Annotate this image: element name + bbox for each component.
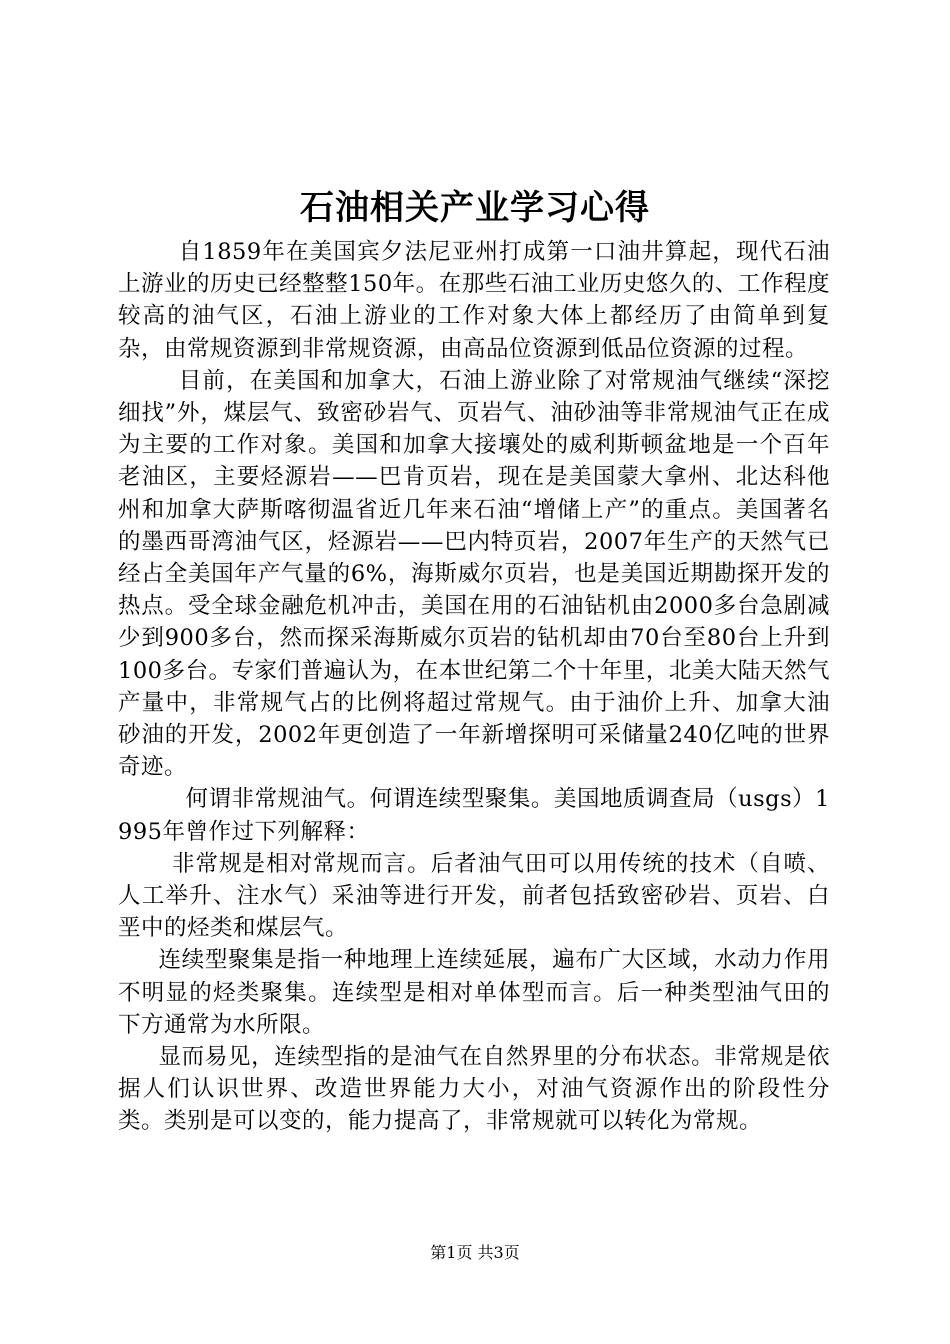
paragraph-5: 连续型聚集是指一种地理上连续延展，遍布广大区域，水动力作用不明显的烃类聚集。连续型是相对单体型而言。后一种类型油气田的下方通常为水所限。 (118, 947, 830, 1038)
page-number-footer: 第1页 共3页 (430, 1243, 520, 1262)
paragraph-3: 何谓非常规油气。何谓连续型聚集。美国地质调查局（usgs）1995年曾作过下列解释： (118, 786, 830, 845)
paragraph-4: 非常规是相对常规而言。后者油气田可以用传统的技术（自喷、人工举升、注水气）采油等进行开发，前者包括致密砂岩、页岩、白垩中的烃类和煤层气。 (118, 850, 830, 942)
document-body (118, 236, 830, 1138)
paragraph-6: 显而易见，连续型指的是油气在自然界里的分布状态。非常规是依据人们认识世界、改造世界能力大小，对油气资源作出的阶段性分类。类别是可以变的，能力提高了，非常规就可以转化为常规。 (118, 1044, 830, 1135)
document-title: 石油相关产业学习心得 (300, 188, 650, 228)
paragraph-2: 目前，在美国和加拿大，石油上游业除了对常规油气继续“深挖细找”外，煤层气、致密砂岩气、页岩气、油砂油等非常规油气正在成为主要的工作对象。美国和加拿大接壤处的威利斯顿盆地是一个百年老油区，主要烃源岩——巴肯页岩，现在是美国蒙大拿州、北达科他州和加拿大萨斯喀彻温省近几年来石油“增储上产”的重点。美国著名的墨西哥湾油气区，烃源岩——巴内特页岩，2007年生产的天然气已经占全美国年产气量的6%，海斯威尔页岩，也是美国近期勘探开发的热点。受全球金融危机冲击，美国在用的石油钻机由2000多台急剧减少到900多台，然而探采海斯威尔页岩的钻机却由70台至80台上升到100多台。专家们普遍认为，在本世纪第二个十年里，北美大陆天然气产量中，非常规气占的比例将超过常规气。由于油价上升、加拿大油砂油的开发，2002年更创造了一年新增探明可采储量240亿吨的世界奇迹。 (118, 367, 830, 781)
paragraph-1: 自1859年在美国宾夕法尼亚州打成第一口油井算起，现代石油上游业的历史已经整整150年。在那些石油工业历史悠久的、工作程度较高的油气区，石油上游业的工作对象大体上都经历了由简单到复杂，由常规资源到非常规资源，由高品位资源到低品位资源的过程。 (118, 239, 830, 362)
